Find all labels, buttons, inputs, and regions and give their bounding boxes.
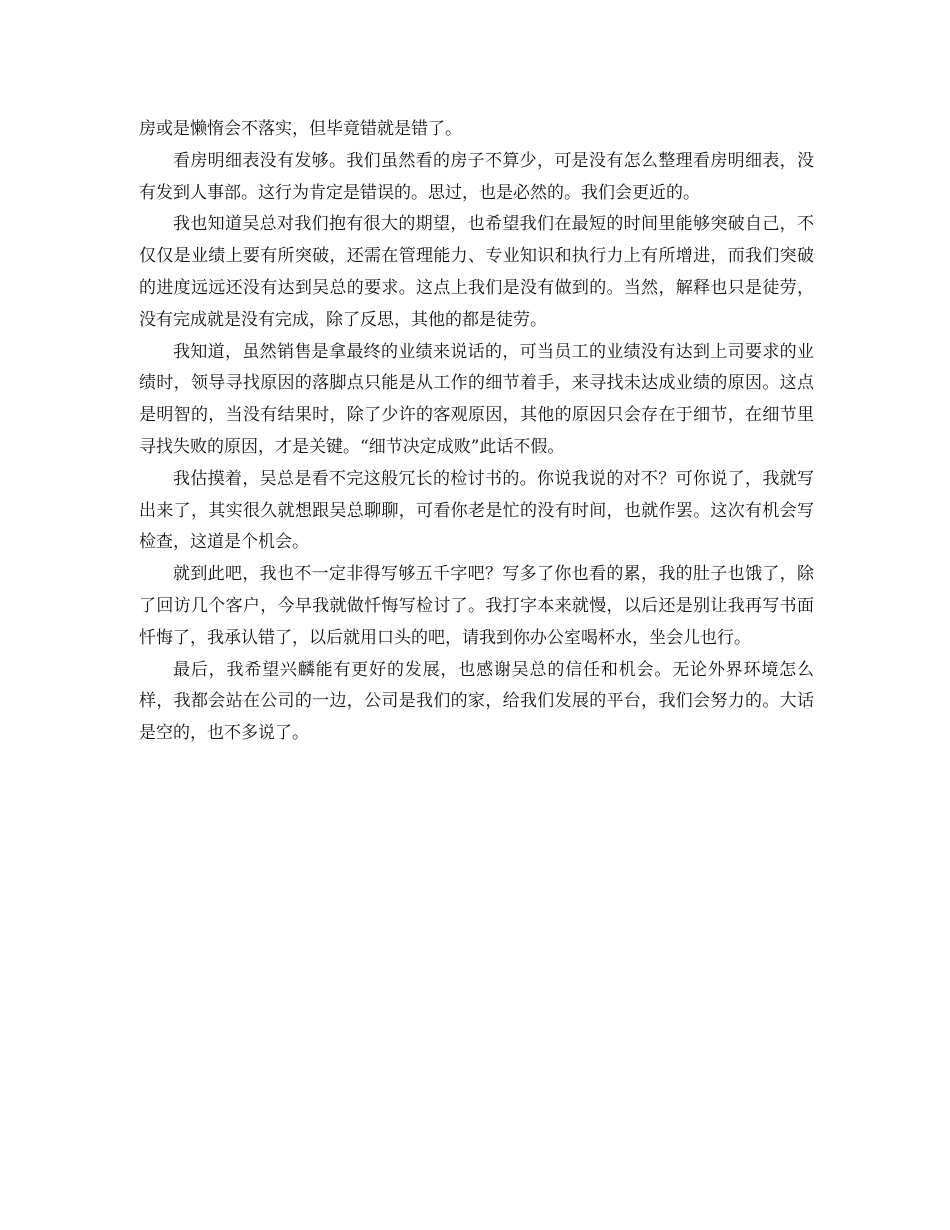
paragraph-final: 最后，我希望兴麟能有更好的发展，也感谢吴总的信任和机会。无论外界环境怎么样，我都会站在公司的一边，公司是我们的家，给我们发展的平台，我们会努力的。大话是空的，也不多说了。 (139, 659, 814, 744)
paragraph-expectations: 我也知道吴总对我们抱有很大的期望，也希望我们在最短的时间里能够突破自己，不仅仅是业绩上要有所突破，还需在管理能力、专业知识和执行力上有所增进，而我们突破的进度远远还没有达到吴总的要求。这点上我们是没有做到的。当然，解释也只是徒劳，没有完成就是没有完成，除了反思，其他的都是徒劳。 (139, 214, 814, 330)
paragraph-long-letter: 我估摸着，吴总是看不完这般冗长的检讨书的。你说我说的对不？可你说了，我就写出来了，其实很久就想跟吴总聊聊，可看你老是忙的没有时间，也就作罢。这次有机会写检查，这道是个机会。 (139, 468, 814, 553)
document-body (139, 114, 814, 750)
paragraph-details: 我知道，虽然销售是拿最终的业绩来说话的，可当员工的业绩没有达到上司要求的业绩时，领导寻找原因的落脚点只能是从工作的细节着手，来寻找未达成业绩的原因。这点是明智的，当没有结果时，除了少许的客观原因，其他的原因只会存在于细节，在细节里寻找失败的原因，才是关键。“细节决定成败”此话不假。 (139, 341, 814, 457)
paragraph-closing-remarks: 就到此吧，我也不一定非得写够五千字吧？写多了你也看的累，我的肚子也饿了，除了回访几个客户，今早我就做忏悔写检讨了。我打字本来就慢，以后还是别让我再写书面忏悔了，我承认错了，以后就用口头的吧，请我到你办公室喝杯水，坐会儿也行。 (139, 564, 814, 648)
paragraph-house-list: 看房明细表没有发够。我们虽然看的房子不算少，可是没有怎么整理看房明细表，没有发到人事部。这行为肯定是错误的。思过，也是必然的。我们会更近的。 (139, 150, 814, 203)
paragraph-continuation: 房或是懒惰会不落实，但毕竟错就是错了。 (139, 119, 462, 139)
